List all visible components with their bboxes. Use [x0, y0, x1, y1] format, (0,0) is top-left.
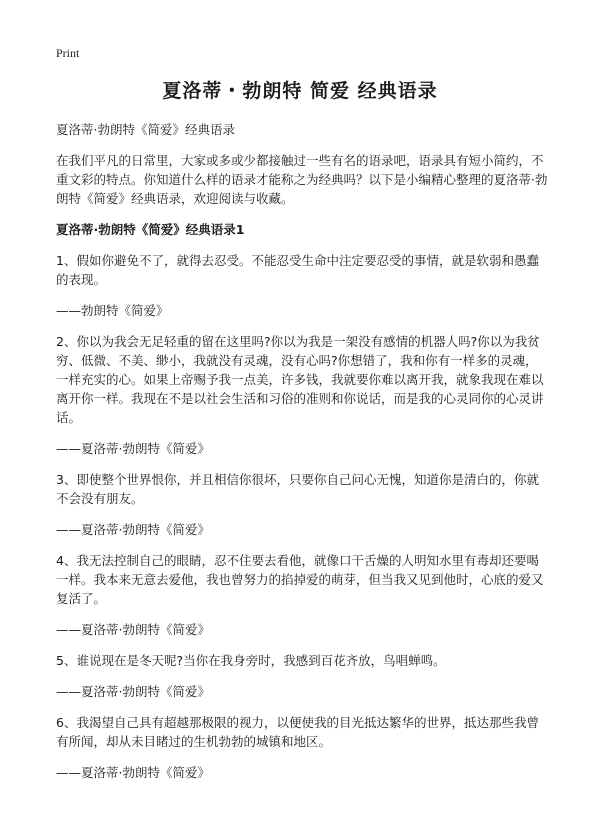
section-heading: 夏洛蒂·勃朗特《简爱》经典语录1: [56, 222, 245, 237]
quote-attribution: ——勃朗特《简爱》: [56, 303, 169, 318]
quote-attribution: ——夏洛蒂·勃朗特《简爱》: [56, 441, 210, 456]
quote-attribution: ——夏洛蒂·勃朗特《简爱》: [56, 622, 210, 637]
quote-item: 6、我渴望自己具有超越那极限的视力，以便使我的目光抵达繁华的世界，抵达那些我曾有所闻，却从未目睹过的生机勃勃的城镇和地区。: [56, 715, 539, 749]
intro-paragraph: 在我们平凡的日常里，大家或多或少都接触过一些有名的语录吧，语录具有短小简约，不重文彩的特点。你知道什么样的语录才能称之为经典吗？以下是小编精心整理的夏洛蒂·勃朗特《简爱》经典语录，欢迎阅读与收藏。: [56, 153, 548, 206]
page-title: 夏洛蒂・勃朗特 简爱 经典语录: [162, 80, 438, 102]
quote-attribution: ——夏洛蒂·勃朗特《简爱》: [56, 522, 210, 537]
article-subtitle: 夏洛蒂·勃朗特《简爱》经典语录: [56, 122, 235, 137]
quote-item: 1、假如你避免不了，就得去忍受。不能忍受生命中注定要忍受的事情，就是软弱和愚蠢的表现。: [56, 253, 539, 287]
quote-item: 5、谁说现在是冬天呢?当你在我身旁时，我感到百花齐放，鸟唱蝉鸣。: [56, 653, 446, 668]
quote-item: 4、我无法控制自己的眼睛，忍不住要去看他，就像口干舌燥的人明知水里有毒却还要喝一样。我本来无意去爱他，我也曾努力的掐掉爱的萌芽，但当我又见到他时，心底的爱又复活了。: [56, 553, 544, 606]
quote-attribution: ——夏洛蒂·勃朗特《简爱》: [56, 765, 210, 780]
quote-attribution: ——夏洛蒂·勃朗特《简爱》: [56, 684, 210, 699]
quote-item: 3、即使整个世界恨你，并且相信你很坏，只要你自己问心无愧，知道你是清白的，你就不会没有朋友。: [56, 472, 539, 506]
quote-item: 2、你以为我会无足轻重的留在这里吗?你以为我是一架没有感情的机器人吗?你以为我贫穷、低微、不美、缈小，我就没有灵魂，没有心吗?你想错了，我和你有一样多的灵魂，一样充实的心。如果上帝赐予我一点美，许多钱，我就要你难以离开我，就象我现在难以离开你一样。我现在不是以社会生活和习俗的准则和你说话，而是我的心灵同你的心灵讲话。: [56, 334, 544, 425]
print-link[interactable]: Print: [56, 46, 80, 60]
article-body: [56, 120, 550, 794]
